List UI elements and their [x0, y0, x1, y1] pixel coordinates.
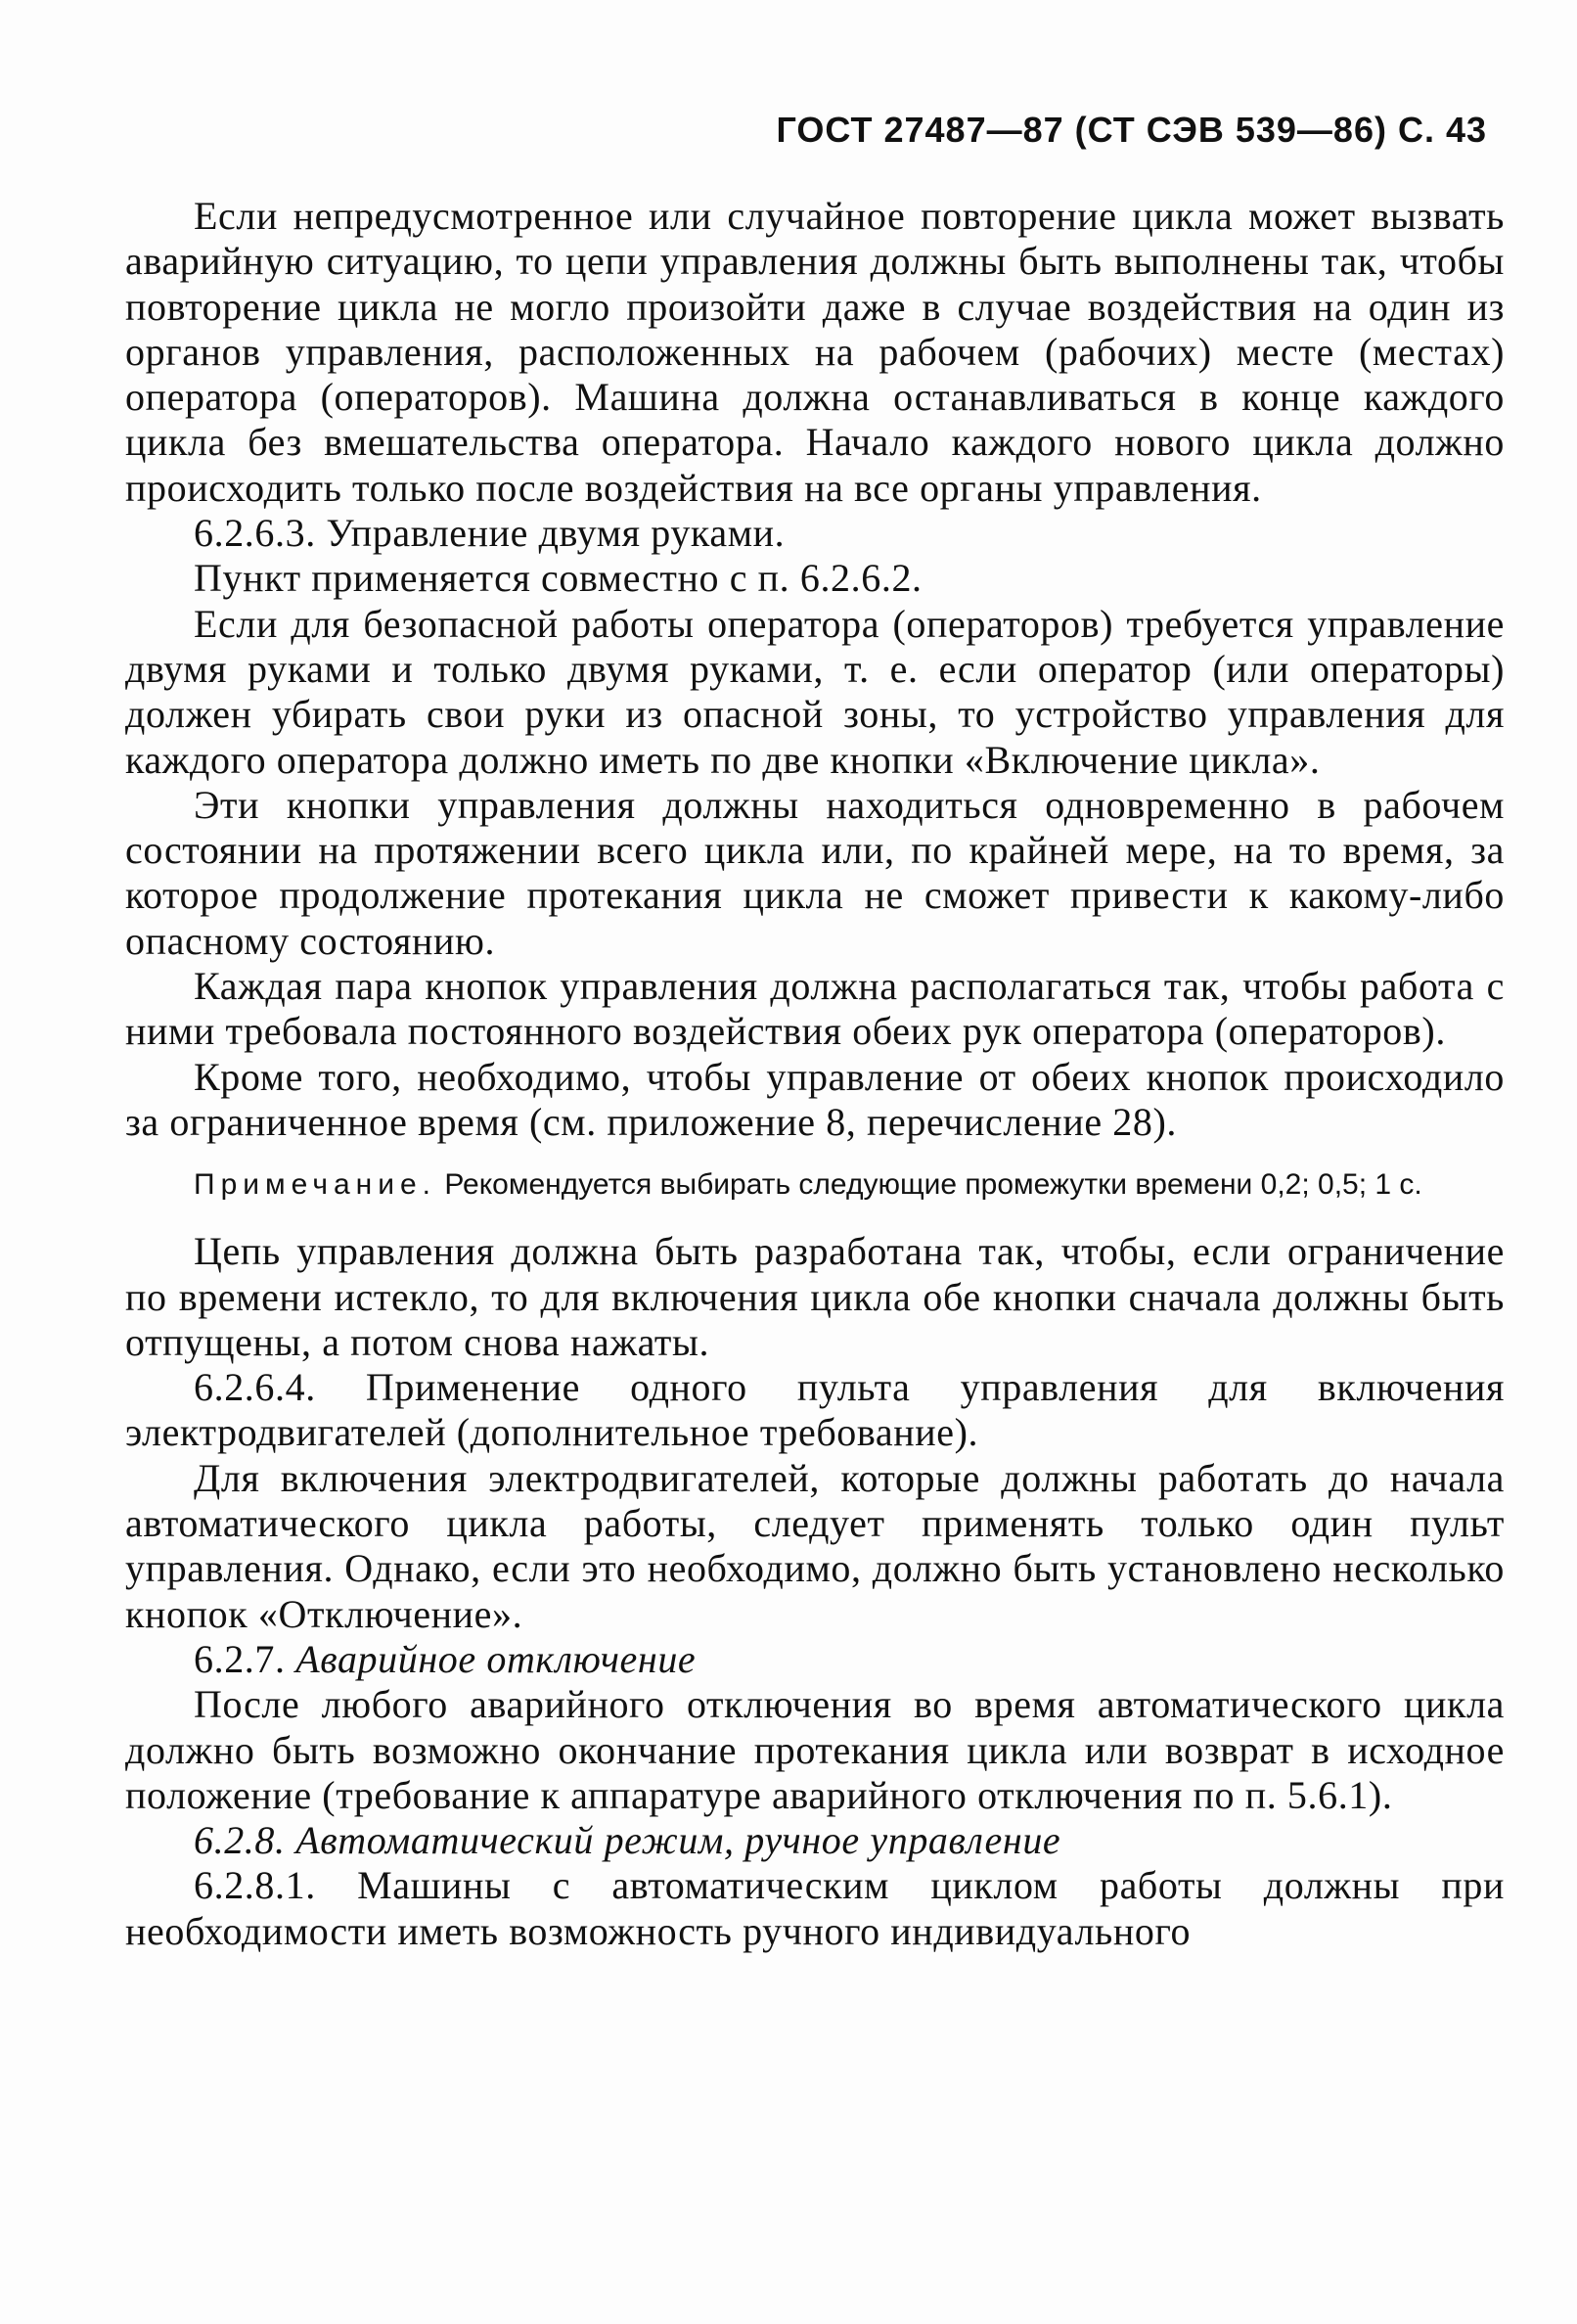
paragraph-time-limit-expired: Цепь управления должна быть разработана так, чтобы, если ограничение по времени истекло, то для включения цикла обе кнопки сначала должны быть отпущены, а потом снова нажаты. — [125, 1229, 1505, 1364]
body-text — [125, 194, 1505, 1954]
paragraph-two-hand-control: Если для безопасной работы оператора (операторов) требуется управление двумя руками и только двумя руками, т. е. если оператор (или операторы) должен убирать свои руки из опасной зоны, то устройство управления для каждого оператора должно иметь по две кнопки «Включение цикла». — [125, 601, 1505, 782]
section-6-2-8-heading — [125, 1818, 1505, 1863]
section-6-2-7-title: Аварийное отключение — [295, 1636, 697, 1681]
paragraph-limited-time: Кроме того, необходимо, чтобы управление от обеих кнопок происходило за ограниченное время (см. приложение 8, перечисление 28). — [125, 1054, 1505, 1144]
running-header: ГОСТ 27487—87 (СТ СЭВ 539—86) С. 43 — [776, 110, 1487, 150]
section-6-2-7-heading — [125, 1637, 1505, 1682]
paragraph-button-pair-layout: Каждая пара кнопок управления должна располагаться так, чтобы работа с ними требовала постоянного воздействия обеих рук оператора (операторов). — [125, 964, 1505, 1054]
section-6-2-7-number: 6.2.7. — [194, 1636, 286, 1681]
section-6-2-8-number: 6.2.8. — [194, 1818, 286, 1863]
section-6-2-6-4-title: 6.2.6.4. Применение одного пульта управления для включения электродвигателей (дополнительное требование). — [125, 1365, 1505, 1455]
paragraph-cycle-repeat: Если непредусмотренное или случайное повторение цикла может вызвать аварийную ситуацию, то цепи управления должны быть выполнены так, чтобы повторение цикла не могло произойти даже в случае воздействия на один из органов управления, расположенных на рабочем (рабочих) месте (местах) оператора (операторов). Машина должна останавливаться в конце каждого цикла без вмешательства оператора. Начало каждого нового цикла должно происходить только после воздействия на все органы управления. — [125, 194, 1505, 510]
section-6-2-6-3-title: 6.2.6.3. Управление двумя руками. — [194, 511, 786, 556]
note-text: Рекомендуется выбирать следующие промежутки времени 0,2; 0,5; 1 с. — [444, 1168, 1422, 1202]
section-6-2-8-title: Автоматический режим, ручное управление — [295, 1818, 1061, 1863]
paragraph-single-console: Для включения электродвигателей, которые должны работать до начала автоматического цикла работы, следует применять только один пульт управления. Однако, если это необходимо, должно быть установлено несколько кнопок «Отключение». — [125, 1455, 1505, 1636]
paragraph-6-2-8-1: 6.2.8.1. Машины с автоматическим циклом работы должны при необходимости иметь возможность ручного индивидуального — [125, 1863, 1505, 1953]
paragraph-applies-with: Пункт применяется совместно с п. 6.2.6.2. — [194, 556, 923, 601]
note — [125, 1166, 1505, 1204]
paragraph-after-emergency-stop: После любого аварийного отключения во время автоматического цикла должно быть возможно окончание протекания цикла или возврат в исходное положение (требование к аппаратуре аварийного отключения по п. 5.6.1). — [125, 1682, 1505, 1817]
paragraph-buttons-working-state: Эти кнопки управления должны находиться одновременно в рабочем состоянии на протяжении всего цикла или, по крайней мере, на то время, за которое продолжение протекания цикла не сможет привести к какому-либо опасному состоянию. — [125, 782, 1505, 963]
note-label: Примечание. — [194, 1168, 436, 1202]
